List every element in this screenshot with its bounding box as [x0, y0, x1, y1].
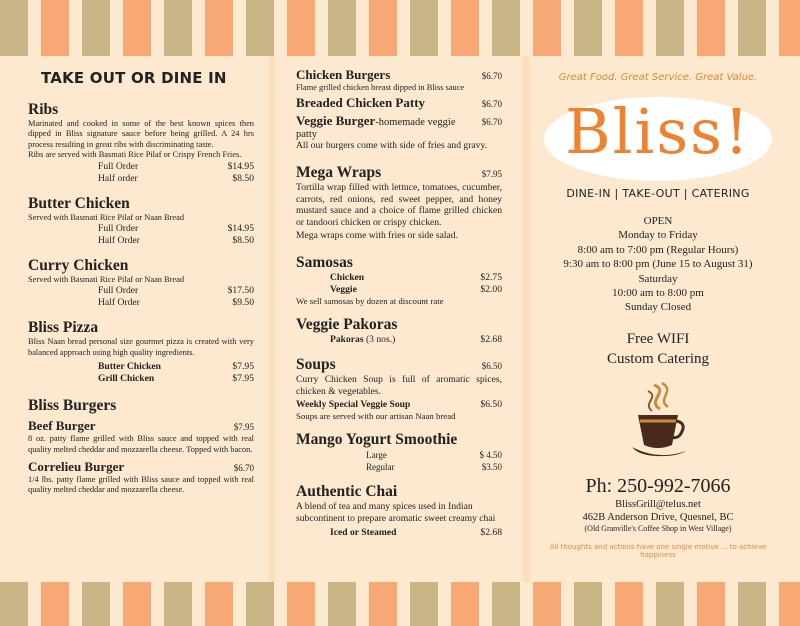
veggie-pakoras-title: Veggie Pakoras [296, 316, 398, 334]
price-row: Iced or Steamed $2.68 [330, 527, 502, 539]
samosas-title: Samosas [296, 253, 353, 271]
tagline: Great Food. Great Service. Great Value. [558, 72, 758, 83]
samosas-note: We sell samosas by dozen at discount rate [296, 295, 444, 306]
opening-hours: OPEN Monday to Friday 8:00 am to 7:00 pm (Regular Hours) 9:30 am to 8:00 pm (June 15 to August 31) Saturday 10:00 am to 8:00 pm Sunday Closed [563, 215, 753, 314]
butter-chicken-description: Served with Basmati Rice Pilaf or Naan Bread [28, 212, 185, 222]
logo-text: Bliss! [565, 95, 751, 168]
price-row: Half Order $9.50 [98, 297, 254, 309]
bliss-pizza-title: Bliss Pizza [28, 319, 99, 337]
soups-row: Soups $6.50 [296, 356, 502, 374]
fold-line-right [520, 56, 532, 582]
left-menu-panel [28, 56, 254, 582]
middle-menu-panel [296, 56, 502, 582]
chicken-burgers-row: Chicken Burgers $6.70 [296, 67, 502, 82]
mega-wraps-note: Mega wraps come with fries or side salad. [296, 230, 458, 242]
free-wifi: Free WIFI [626, 330, 690, 347]
bliss-burgers-title: Bliss Burgers [28, 397, 117, 415]
price-row: Half Order $8.50 [98, 235, 254, 247]
custom-catering: Custom Catering [606, 350, 710, 367]
veggie-burger-row: Veggie Burger-homemade veggie patty $6.70 [296, 113, 502, 141]
price-row: Full Order $14.95 [98, 223, 254, 235]
price-row: Full Order $14.95 [98, 160, 254, 172]
curry-chicken-title: Curry Chicken [28, 257, 129, 275]
price-row: Regular $3.50 [366, 461, 502, 472]
fold-line-left [266, 56, 278, 582]
ribs-serving-note: Ribs are served with Basmati Rice Pilaf or Crispy French Fries. [28, 150, 242, 160]
bliss-pizza-description: Bliss Naan bread personal size gourmet pizza is created with very balanced approach using high quality ingredients. [28, 337, 254, 357]
services-line: DINE-IN | TAKE-OUT | CATERING [566, 187, 750, 200]
info-panel [540, 56, 776, 582]
authentic-chai-title: Authentic Chai [296, 482, 398, 500]
coffee-cup-icon [626, 381, 690, 461]
email: BlissGrill@telus.net [615, 498, 701, 510]
location-note: (Old Granville's Coffee Shop in West Village) [584, 523, 732, 533]
butter-chicken-title: Butter Chicken [28, 194, 130, 212]
phone-number: Ph: 250-992-7066 [585, 474, 731, 497]
footer-quote: All thoughts and actions have one single motive ... to achieve happiness [549, 542, 767, 559]
curry-chicken-description: Served with Basmati Rice Pilaf or Naan Bread [28, 275, 185, 285]
soups-description: Curry Chicken Soup is full of aromatic spices, chicken & vegetables. [296, 374, 502, 397]
top-stripe-border [0, 0, 800, 56]
correlieu-burger-description: 1/4 lbs. patty flame grilled with Bliss sauce and topped with real quality melted cheddar and mozzarella cheese. [28, 475, 254, 495]
price-row: Pakoras (3 nos.) $2.68 [330, 334, 502, 346]
price-row: Half order $8.50 [98, 172, 254, 184]
smoothie-title: Mango Yogurt Smoothie [296, 430, 458, 448]
mega-wraps-row: Mega Wraps $7.95 [296, 164, 502, 181]
mega-wraps-description: Tortilla wrap filled with lettuce, tomatoes, cucumber, carrots, red onions, red sweet pepper, and honey mustard sauce and a choice of flame grilled chicken or tandoori chicken or crispy chicken. [296, 182, 502, 228]
price-row: Weekly Special Veggie Soup $6.50 [296, 398, 502, 410]
soups-note: Soups are served with our artisan Naan bread [296, 410, 456, 421]
bliss-logo [544, 97, 772, 181]
price-row: Veggie $2.00 [330, 283, 502, 295]
beef-burger-description: 8 oz. patty flame grilled with Bliss sauce and topped with real quality melted cheddar and mozzarella cheese. Topped with bacon. [28, 434, 254, 454]
authentic-chai-description: A blend of tea and many spices used in Indian subcontinent to prepare aromatic sweet creamy chai [296, 500, 496, 524]
price-row: Butter Chicken $7.95 [98, 361, 254, 373]
price-row: Full Order $17.50 [98, 285, 254, 297]
beef-burger-row: Beef Burger $7.95 [28, 418, 254, 434]
take-out-heading: TAKE OUT OR DINE IN [41, 69, 227, 87]
ribs-description: Marinated and cooked in some of the best known spices then dipped in Bliss signature sauce before being grilled. A 24 hrs process resulting in great ribs with discriminating taste. [28, 119, 254, 149]
address: 462B Anderson Drive, Quesnel, BC [582, 511, 734, 523]
breaded-chicken-row: Breaded Chicken Patty $6.70 [296, 95, 502, 111]
price-row: Chicken $2.75 [330, 271, 502, 283]
chicken-burgers-description: Flame grilled chicken breast dipped in Bliss sauce [296, 83, 465, 92]
price-row: Large $ 4.50 [366, 449, 502, 460]
burger-side-note: All our burgers come with side of fries and gravy. [296, 140, 488, 152]
price-row: Grill Chicken $7.95 [98, 373, 254, 385]
correlieu-burger-row: Correlieu Burger $6.70 [28, 459, 254, 475]
amenities [540, 329, 776, 369]
ribs-title: Ribs [28, 101, 59, 118]
bottom-stripe-border [0, 582, 800, 626]
